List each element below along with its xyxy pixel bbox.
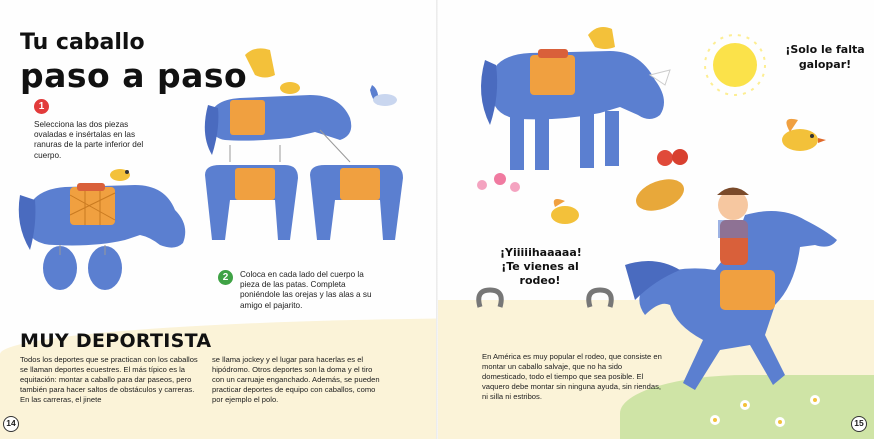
horseshoes-illustration [470,285,620,315]
sun-illustration [700,30,770,100]
title-line-1: Tu caballo [20,30,145,55]
page-number-left: 14 [3,416,19,432]
text-column-3: En América es muy popular el rodeo, que consiste en montar un caballo salvaje, que no ha sido domesticado, todo el tiempo que sea posible. El vaquero debe montar sin ninguna ayuda, sin riendas, ni silla ni estribos. [482,352,662,401]
flowers-illustration [470,165,530,200]
step1-horse-body-illustration [15,165,190,305]
page-gutter [436,0,438,439]
step-2-badge: 2 [218,270,233,285]
apples-illustration [655,142,691,170]
cowboy-speech-bubble: ¡Yiiiiihaaaaa! ¡Te vienes al rodeo! [500,246,582,287]
text-column-1: Todos los deportes que se practican con los caballos se llaman deportes ecuestres. El más típico es la equitación: montar a caballo para dar paseos, pero también para hacer saltos de obstáculos y carreras. En las carreras, el jinete [20,355,198,404]
text-column-2: se llama jockey y el lugar para hacerlas es el hipódromo. Otros deportes son la doma y el tiro con un carruaje enganchado. Además, se pueden practicar deportes de equipo con caballos, como por ejemplo el polo. [212,355,380,404]
flying-bird-illustration [770,110,830,165]
step-2-text: Coloca en cada lado del cuerpo la pieza de las patas. Completa poniéndole las orejas y las alas a su amigo el pajarito. [240,270,372,310]
bird-speech-bubble: ¡Solo le falta galopar! [785,43,865,71]
section-title: MUY DEPORTISTA [20,330,212,352]
title-line-2: paso a paso [20,56,248,95]
step2-parts-illustration [200,40,430,265]
page-number-right: 15 [851,416,867,432]
step-1-text: Selecciona las dos piezas ovaladas e insértalas en las ranuras de la parte inferior del cuerpo. [34,120,144,160]
daisies-illustration [700,390,840,435]
small-bird-illustration [540,195,590,230]
step-1-badge: 1 [34,99,49,114]
